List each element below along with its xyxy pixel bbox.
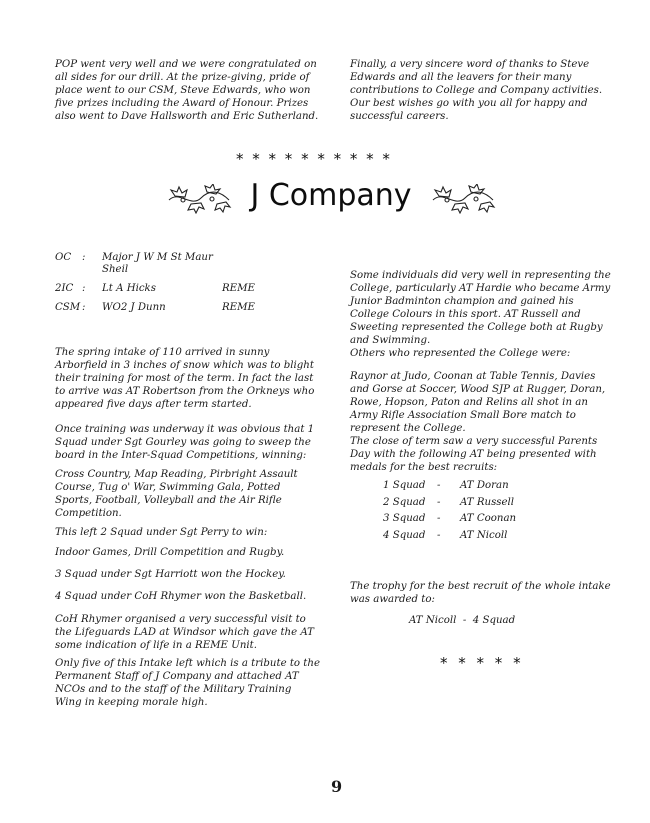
best-recruits-list xyxy=(383,480,516,546)
paragraph-text: Raynor at Judo, Coonan at Table Tennis, Davies and Gorse at Soccer, Wood SJP at Rugger, Doran, Rowe, Hopson, Paton and Relins all shot in an Army Rifle Association Small Bore match to represent the College. xyxy=(350,371,606,434)
left-paragraph-5 xyxy=(55,546,320,559)
left-leaf-ornament-icon xyxy=(165,184,233,214)
paragraph-text: Once training was underway it was obvious that 1 Squad under Sgt Gourley was going to sweep the board in the Inter-Squad Competitions, winning: xyxy=(55,424,315,461)
staff-row-2ic xyxy=(55,283,255,302)
staff-corps: REME xyxy=(222,302,255,313)
intro-right-paragraph xyxy=(350,58,615,123)
paragraph-text: Cross Country, Map Reading, Pirbright Assault Course, Tug o' War, Swimming Gala, Potted Sports, Football, Volleyball and the Air Rifle Competition. xyxy=(55,469,298,519)
staff-name: Lt A Hicks xyxy=(102,283,156,294)
paragraph-text: The trophy for the best recruit of the whole intake was awarded to: xyxy=(350,581,611,605)
staff-corps: REME xyxy=(222,283,255,294)
staff-role: CSM xyxy=(55,302,81,313)
staff-name: WO2 J Dunn xyxy=(102,302,166,313)
paragraph-text: This left 2 Squad under Sgt Perry to win: xyxy=(55,527,268,538)
left-paragraph-2 xyxy=(55,423,320,462)
end-stars: * * * * * xyxy=(440,654,521,672)
left-paragraph-7 xyxy=(55,590,320,603)
staff-colon: : xyxy=(82,252,86,263)
page-title: J Company xyxy=(250,178,412,213)
squad-label: 2 Squad xyxy=(383,496,426,508)
left-paragraph-1 xyxy=(55,346,320,411)
intro-left-paragraph xyxy=(55,58,320,123)
page-number: 9 xyxy=(331,777,343,796)
staff-row-oc xyxy=(55,252,255,283)
staff-corps xyxy=(222,252,255,283)
paragraph-text: 4 Squad under CoH Rhymer won the Basketball. xyxy=(55,591,307,602)
squad-label: 1 Squad xyxy=(383,480,426,491)
recruit-name: AT Coonan xyxy=(460,513,517,524)
intro-left-text: POP went very well and we were congratulated on all sides for our drill. At the prize-giving, pride of place went to our CSM, Steve Edwards, who won five prizes including the Award of Honour. Prizes also went to Dave Hallsworth and Eric Sutherland. xyxy=(55,59,319,122)
squad-label: 3 Squad xyxy=(383,513,426,524)
staff-role: OC xyxy=(55,252,72,263)
dash: - xyxy=(437,529,441,541)
right-paragraph-4 xyxy=(350,435,615,474)
staff-role: 2IC xyxy=(55,283,74,294)
paragraph-text: The close of term saw a very successful Parents Day with the following AT being presented with medals for the best recruits: xyxy=(350,436,598,473)
right-leaf-ornament-icon xyxy=(429,184,497,214)
recruit-name: AT Doran xyxy=(460,480,509,491)
dash: - xyxy=(437,513,441,524)
intro-right-text: Finally, a very sincere word of thanks to Steve Edwards and all the leavers for their many contributions to College and Company activities. Our best wishes go with you all for happy and successful careers. xyxy=(350,59,603,122)
trophy-paragraph xyxy=(350,580,615,606)
list-item xyxy=(383,530,516,547)
list-item xyxy=(383,497,516,514)
paragraph-text: Others who represented the College were: xyxy=(350,348,571,359)
left-paragraph-6 xyxy=(55,568,320,581)
right-paragraph-1 xyxy=(350,269,615,347)
dash: - xyxy=(437,496,441,508)
paragraph-text: CoH Rhymer organised a very successful visit to the Lifeguards LAD at Windsor which gave the AT some indication of life in a REME Unit. xyxy=(55,614,314,651)
list-item xyxy=(383,480,516,497)
left-paragraph-3 xyxy=(55,468,320,520)
staff-colon: : xyxy=(82,283,86,294)
left-paragraph-4 xyxy=(55,526,320,539)
staff-colon: : xyxy=(82,302,86,313)
right-paragraph-3 xyxy=(350,370,615,435)
list-item xyxy=(383,513,516,530)
staff-name: Major J W M St Maur Sheil xyxy=(102,252,213,275)
left-paragraph-8 xyxy=(55,613,320,652)
separator-stars: * * * * * * * * * * xyxy=(236,150,390,168)
paragraph-text: 3 Squad under Sgt Harriott won the Hockey. xyxy=(55,569,286,580)
right-paragraph-2 xyxy=(350,347,615,360)
paragraph-text: The spring intake of 110 arrived in sunny Arborfield in 3 inches of snow which was to blight their training for most of the term. In fact the last to arrive was AT Robertson from the Orkneys who appeared five days after term started. xyxy=(55,347,315,410)
recruit-name: AT Nicoll xyxy=(460,529,508,541)
trophy-winner-line: AT Nicoll - 4 Squad xyxy=(409,615,516,626)
staff-list xyxy=(55,252,255,321)
paragraph-text: Some individuals did very well in representing the College, particularly AT Hardie who became Army Junior Badminton champion and gained his College Colours in this sport. AT Russell and Sweeting represented the College both at Rugby and Swimming. xyxy=(350,270,611,346)
paragraph-text: Indoor Games, Drill Competition and Rugby. xyxy=(55,547,285,558)
squad-label: 4 Squad xyxy=(383,529,426,541)
left-paragraph-9 xyxy=(55,657,320,709)
recruit-name: AT Russell xyxy=(460,496,515,508)
staff-row-csm xyxy=(55,302,255,321)
dash: - xyxy=(437,480,441,491)
paragraph-text: Only five of this Intake left which is a tribute to the Permanent Staff of J Company and attached AT NCOs and to the staff of the Military Training Wing in keeping morale high. xyxy=(55,658,320,708)
